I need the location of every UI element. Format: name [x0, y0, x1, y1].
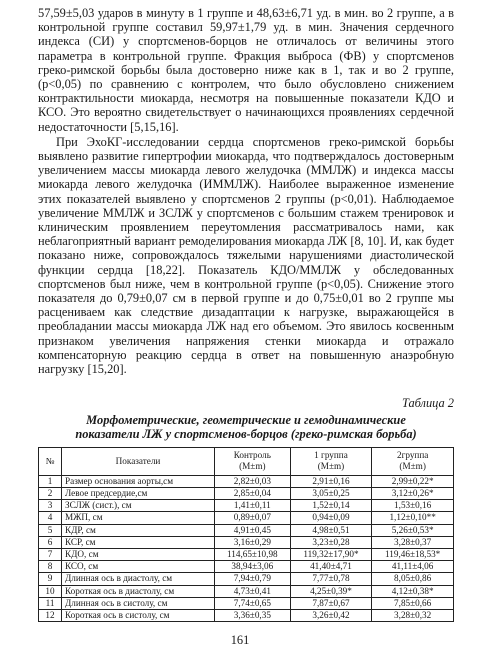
table-header-row: [39, 448, 454, 475]
table-row: [39, 597, 454, 609]
table-body: [39, 475, 454, 621]
cell-group2: 3,28±0,37: [372, 536, 454, 548]
cell-num: 6: [39, 536, 62, 548]
cell-control: 114,65±10,98: [215, 548, 291, 560]
table-row: [39, 573, 454, 585]
header-group2: [372, 448, 454, 475]
cell-num: 9: [39, 573, 62, 585]
table-row: [39, 609, 454, 621]
table-row: [39, 536, 454, 548]
cell-param: КСО, см: [62, 561, 215, 573]
cell-group2: 8,05±0,86: [372, 573, 454, 585]
cell-param: Короткая ось в диастолу, см: [62, 585, 215, 597]
table-row: [39, 524, 454, 536]
cell-param: КСР, см: [62, 536, 215, 548]
page-number: 161: [230, 633, 250, 647]
cell-control: 3,16±0,29: [215, 536, 291, 548]
cell-control: 2,82±0,03: [215, 475, 291, 487]
cell-param: Левое предсердие,см: [62, 487, 215, 499]
cell-group2: 3,12±0,26*: [372, 487, 454, 499]
cell-control: 7,74±0,65: [215, 597, 291, 609]
cell-group1: 3,05±0,25: [290, 487, 372, 499]
table-title-line-2: показатели ЛЖ у спортсменов-борцов (греко-римская борьба): [75, 427, 417, 442]
cell-control: 0,89±0,07: [215, 512, 291, 524]
cell-group2: 1,53±0,16: [372, 500, 454, 512]
table-row: [39, 561, 454, 573]
cell-param: КДО, см: [62, 548, 215, 560]
cell-group1: 119,32±17,90*: [290, 548, 372, 560]
cell-group2: 5,26±0,53*: [372, 524, 454, 536]
cell-param: Размер основания аорты,см: [62, 475, 215, 487]
cell-group1: 3,23±0,28: [290, 536, 372, 548]
cell-control: 38,94±3,06: [215, 561, 291, 573]
cell-num: 7: [39, 548, 62, 560]
cell-num: 8: [39, 561, 62, 573]
table-title-line-1: Морфометрические, геометрические и гемодинамические: [86, 413, 406, 428]
body-paragraph-2: При ЭхоКГ-исследовании сердца спортсменов греко-римской борьбы выявлено развитие гипертрофии миокарда, что подтверждалось достоверным увеличением массы миокарда левого желудочка (ММЛЖ) и индекса массы миокарда левого желудочка (ИММЛЖ). Наиболее выраженное изменение этих показателей выявлено у спортсменов 2 группы (р<0,01). Наблюдаемое увеличение ММЛЖ и ЗСЛЖ у спортсменов с большим стажем тренировок и клиническим проявлением переутомления рассматривалось нами, как неблагоприятный вариант ремоделирования миокарда ЛЖ [8, 10]. И, как будет показано ниже, сопровождалось тяжелыми нарушениями диастолической функции сердца [18,22]. Показатель КДО/ММЛЖ у обследованных спортсменов был ниже, чем в контрольной группе (р<0,05). Снижение этого показателя до 0,79±0,07 см в первой группе и до 0,75±0,01 во 2 группе мы расцениваем как следствие дизадаптации к нагрузке, выражающейся в преобладании массы миокарда ЛЖ над его объемом. Это явилось косвенным признаком увеличения напряжения стенки миокарда и отражало компенсаторную реакцию сердца в ответ на повышенную анаэробную нагрузку [15,20].: [38, 134, 454, 377]
cell-num: 10: [39, 585, 62, 597]
cell-control: 3,36±0,35: [215, 609, 291, 621]
cell-group2: 41,11±4,06: [372, 561, 454, 573]
cell-group2: 4,12±0,38*: [372, 585, 454, 597]
cell-group1: 41,40±4,71: [290, 561, 372, 573]
body-paragraph-1: 57,59±5,03 ударов в минуту в 1 группе и 48,63±6,71 уд. в мин. во 2 группе, а в контрольной группе составил 59,97±1,79 уд. в мин. Значения сердечного индекса (СИ) у спортсменов-борцов не отличалось от величины этого параметра в контрольной группе. Фракция выброса (ФВ) у спортсменов греко-римской борьбы была достоверно ниже как в 1, так и во 2 группе, (р<0,05) по сравнению с контролем, что было обусловлено снижением контрактильности миокарда, несмотря на повышенные показатели КДО и КСО. Это вероятно свидетельствует о начинающихся проявлениях сердечной недостаточности [5,15,16].: [38, 6, 454, 134]
cell-group1: 0,94±0,09: [290, 512, 372, 524]
cell-param: Длинная ось в систолу, см: [62, 597, 215, 609]
header-group1-label: 1 группа: [314, 450, 348, 461]
cell-group1: 4,98±0,51: [290, 524, 372, 536]
header-control-sub: (М±m): [239, 461, 266, 472]
cell-num: 3: [39, 500, 62, 512]
table-row: [39, 512, 454, 524]
cell-group2: 2,99±0,22*: [372, 475, 454, 487]
header-param: Показатели: [62, 448, 215, 475]
cell-control: 7,94±0,79: [215, 573, 291, 585]
cell-control: 4,73±0,41: [215, 585, 291, 597]
cell-param: КДР, см: [62, 524, 215, 536]
table-row: [39, 585, 454, 597]
cell-num: 11: [39, 597, 62, 609]
cell-control: 2,85±0,04: [215, 487, 291, 499]
cell-control: 1,41±0,11: [215, 500, 291, 512]
table-label: Таблица 2: [402, 396, 454, 411]
cell-group1: 7,87±0,67: [290, 597, 372, 609]
cell-num: 2: [39, 487, 62, 499]
cell-group2: 7,85±0,66: [372, 597, 454, 609]
cell-num: 4: [39, 512, 62, 524]
header-group2-label: 2группа: [396, 450, 429, 461]
cell-group2: 3,28±0,32: [372, 609, 454, 621]
cell-group1: 4,25±0,39*: [290, 585, 372, 597]
data-table: [38, 447, 454, 622]
cell-num: 12: [39, 609, 62, 621]
cell-param: ЗСЛЖ (сист.), см: [62, 500, 215, 512]
header-group1-sub: (М±m): [317, 461, 345, 472]
table-row: [39, 548, 454, 560]
cell-group2: 119,46±18,53*: [372, 548, 454, 560]
cell-group2: 1,12±0,10**: [372, 512, 454, 524]
header-num: №: [39, 448, 62, 475]
cell-control: 4,91±0,45: [215, 524, 291, 536]
cell-param: Короткая ось в систолу, см: [62, 609, 215, 621]
table-title: [38, 413, 454, 441]
cell-num: 5: [39, 524, 62, 536]
header-group1: [290, 448, 372, 475]
header-control: [215, 448, 291, 475]
cell-num: 1: [39, 475, 62, 487]
cell-group1: 2,91±0,16: [290, 475, 372, 487]
table-row: [39, 500, 454, 512]
header-group2-sub: (М±m): [399, 461, 426, 472]
header-control-label: Контроль: [233, 450, 271, 461]
cell-param: МЖП, см: [62, 512, 215, 524]
cell-group1: 3,26±0,42: [290, 609, 372, 621]
cell-param: Длинная ось в диастолу, см: [62, 573, 215, 585]
table-row: [39, 475, 454, 487]
cell-group1: 1,52±0,14: [290, 500, 372, 512]
table-row: [39, 487, 454, 499]
cell-group1: 7,77±0,78: [290, 573, 372, 585]
